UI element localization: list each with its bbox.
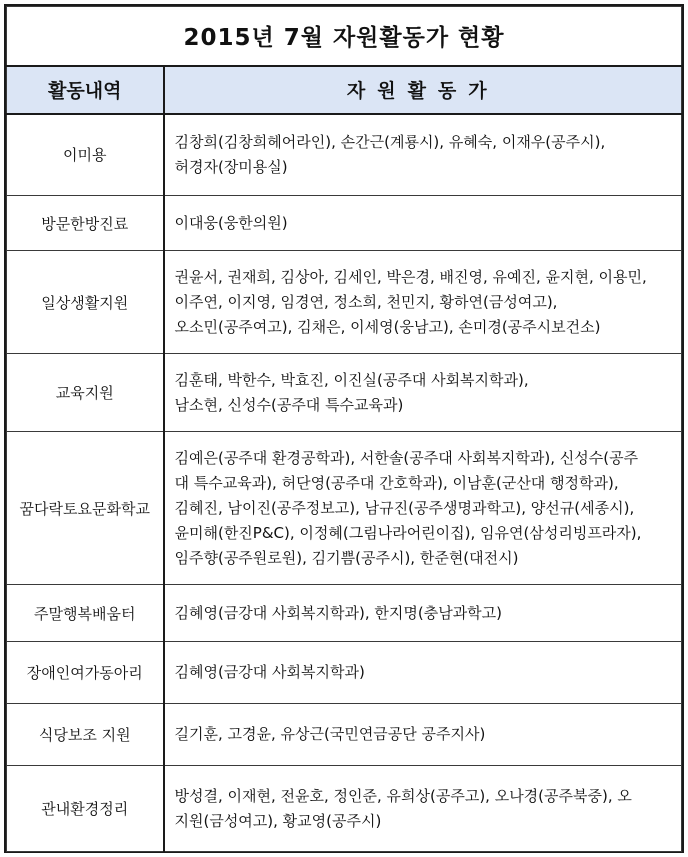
- volunteer-table: [6, 6, 682, 852]
- table-row: [7, 585, 682, 642]
- activity-column-header: 활동내역: [7, 66, 164, 114]
- table-row: [7, 114, 682, 196]
- table-row: [7, 354, 682, 432]
- table-row: [7, 704, 682, 766]
- activity-cell: 관내환경정리: [7, 766, 164, 852]
- activity-cell: 일상생활지원: [7, 251, 164, 354]
- volunteers-cell: 김예은(공주대 환경공학과), 서한솔(공주대 사회복지학과), 신성수(공주 대 특수교육과), 허단영(공주대 간호학과), 이남훈(군산대 행정학과), 김혜진, 남이진(공주정보고), 남규진(공주생명과학고), 양선규(세종시), 윤미해(한진P&C), 이정혜(그림나라어린이집), 임유연(삼성리빙프라자), 임주향(공주원로원), 김기쁨(공주시), 한준현(대전시): [164, 432, 682, 585]
- volunteer-status-sheet: [4, 4, 684, 853]
- table-row: [7, 432, 682, 585]
- activity-cell: 주말행복배움터: [7, 585, 164, 642]
- table-row: [7, 196, 682, 251]
- activity-cell: 장애인여가동아리: [7, 642, 164, 704]
- activity-cell: 방문한방진료: [7, 196, 164, 251]
- volunteers-cell: 김혜영(금강대 사회복지학과): [164, 642, 682, 704]
- table-row: [7, 766, 682, 852]
- activity-cell: 식당보조 지원: [7, 704, 164, 766]
- volunteers-cell: 김창희(김창희헤어라인), 손간근(계룡시), 유혜숙, 이재우(공주시), 허경자(장미용실): [164, 114, 682, 196]
- header-row: [7, 66, 682, 114]
- volunteers-cell: 방성결, 이재현, 전윤호, 정인준, 유희상(공주고), 오나경(공주북중), 오 지원(금성여고), 황교영(공주시): [164, 766, 682, 852]
- page-title: 2015년 7월 자원활동가 현황: [7, 7, 682, 66]
- table-row: [7, 642, 682, 704]
- volunteers-cell: 권윤서, 권재희, 김상아, 김세인, 박은경, 배진영, 유예진, 윤지현, 이용민, 이주연, 이지영, 임경연, 정소희, 천민지, 황하연(금성여고), 오소민(공주여고), 김채은, 이세영(웅남고), 손미경(공주시보건소): [164, 251, 682, 354]
- volunteers-column-header: 자원활동가: [164, 66, 682, 114]
- activity-cell: 교육지원: [7, 354, 164, 432]
- volunteers-cell: 이대웅(웅한의원): [164, 196, 682, 251]
- table-row: [7, 251, 682, 354]
- title-row: [7, 7, 682, 66]
- activity-cell: 꿈다락토요문화학교: [7, 432, 164, 585]
- volunteers-cell: 김훈태, 박한수, 박효진, 이진실(공주대 사회복지학과), 남소현, 신성수(공주대 특수교육과): [164, 354, 682, 432]
- volunteers-cell: 김혜영(금강대 사회복지학과), 한지명(충남과학고): [164, 585, 682, 642]
- volunteers-cell: 길기훈, 고경윤, 유상근(국민연금공단 공주지사): [164, 704, 682, 766]
- activity-cell: 이미용: [7, 114, 164, 196]
